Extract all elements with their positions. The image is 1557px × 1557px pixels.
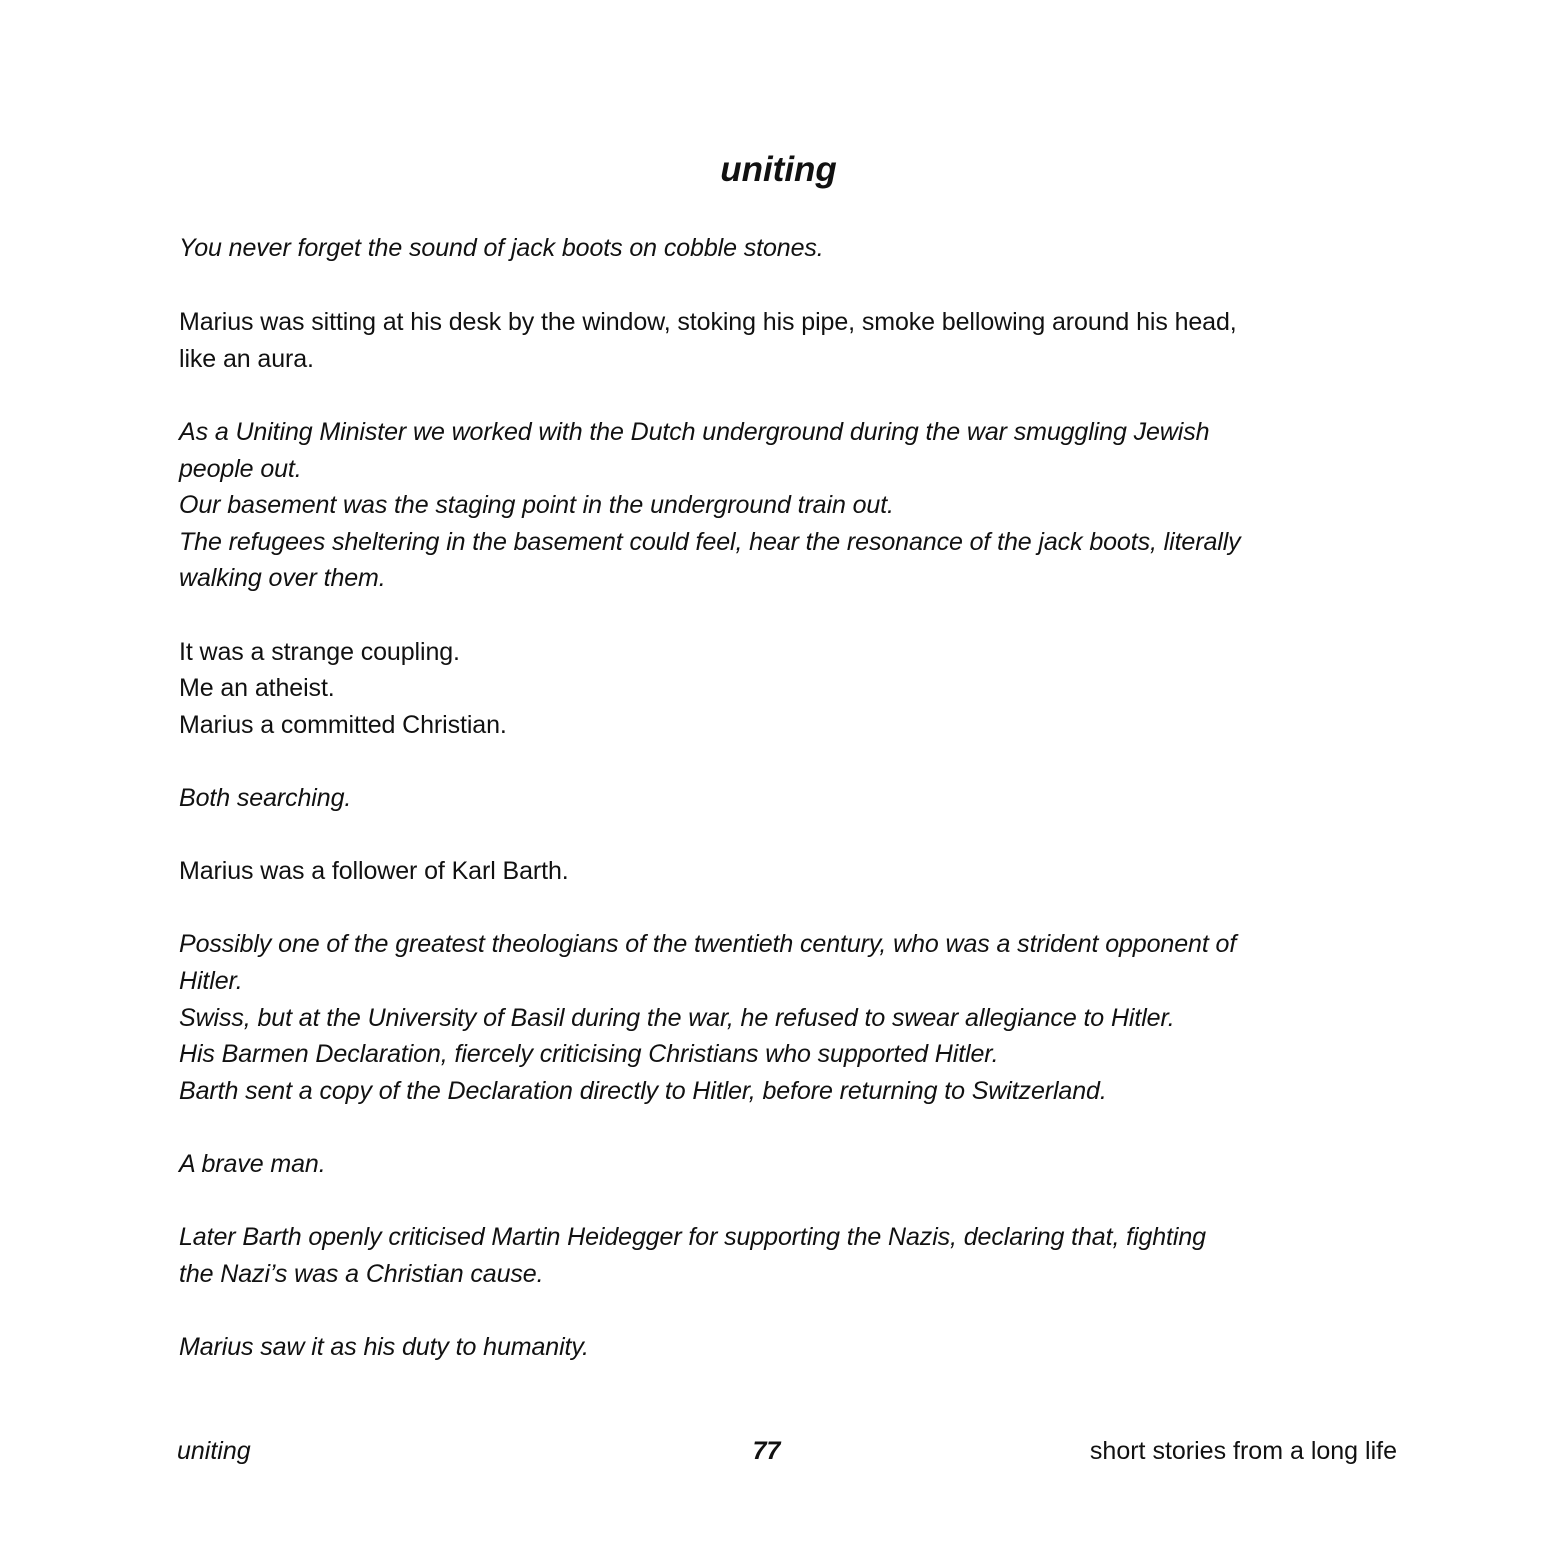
story-line: Barth sent a copy of the Declaration directly to Hitler, before returning to Switzerland. bbox=[179, 1077, 1107, 1105]
footer-book-title: short stories from a long life bbox=[1089, 1437, 1397, 1465]
story-line: As a Uniting Minister we worked with the Dutch underground during the war smuggling Jewish bbox=[179, 418, 1210, 446]
story-line: Marius saw it as his duty to humanity. bbox=[179, 1333, 589, 1361]
story-line: like an aura. bbox=[179, 345, 314, 373]
story-line: A brave man. bbox=[179, 1150, 326, 1178]
story-line: You never forget the sound of jack boots on cobble stones. bbox=[179, 234, 824, 262]
footer-chapter-title: uniting bbox=[177, 1437, 251, 1465]
page-number: 77 bbox=[752, 1437, 781, 1465]
story-line: people out. bbox=[179, 455, 302, 483]
story-line: Marius a committed Christian. bbox=[179, 711, 507, 739]
page-title: uniting bbox=[720, 150, 837, 189]
story-line: walking over them. bbox=[179, 564, 386, 592]
story-line: Both searching. bbox=[179, 784, 352, 812]
story-line: Our basement was the staging point in the underground train out. bbox=[179, 491, 894, 519]
story-line: the Nazi’s was a Christian cause. bbox=[179, 1260, 544, 1288]
story-line: Swiss, but at the University of Basil during the war, he refused to swear allegiance to Hitler. bbox=[179, 1004, 1175, 1032]
story-line: It was a strange coupling. bbox=[179, 638, 460, 666]
story-line: Later Barth openly criticised Martin Heidegger for supporting the Nazis, declaring that, fighting bbox=[179, 1223, 1206, 1251]
story-line: His Barmen Declaration, fiercely criticising Christians who supported Hitler. bbox=[179, 1040, 999, 1068]
story-line: Marius was sitting at his desk by the window, stoking his pipe, smoke bellowing around his head, bbox=[179, 308, 1237, 336]
story-line: Possibly one of the greatest theologians of the twentieth century, who was a strident opponent of bbox=[179, 930, 1237, 958]
story-line: The refugees sheltering in the basement could feel, hear the resonance of the jack boots, literally bbox=[179, 528, 1241, 556]
story-line: Me an atheist. bbox=[179, 674, 335, 702]
story-line: Marius was a follower of Karl Barth. bbox=[179, 857, 569, 885]
story-line: Hitler. bbox=[179, 967, 243, 995]
